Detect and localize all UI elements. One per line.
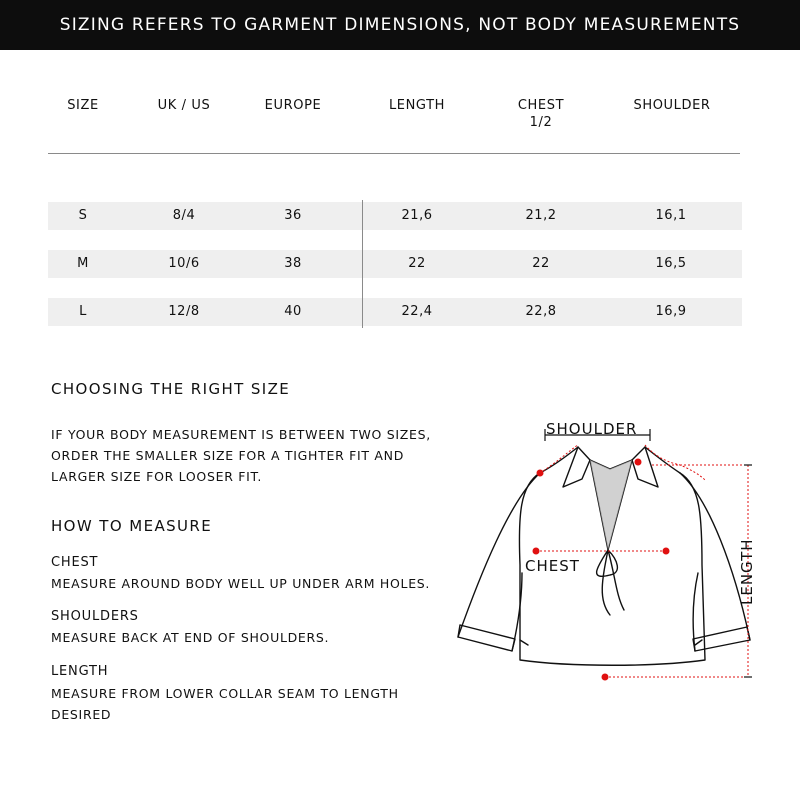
header-europe: EUROPE bbox=[264, 98, 322, 113]
shoulders-text: MEASURE BACK AT END OF SHOULDERS. bbox=[51, 630, 330, 645]
chest-text: MEASURE AROUND BODY WELL UP UNDER ARM HOLES. bbox=[51, 576, 431, 591]
cell-chest: 22,8 bbox=[525, 304, 557, 319]
shoulder-label: SHOULDER bbox=[546, 420, 638, 438]
length-heading: LENGTH bbox=[51, 664, 109, 679]
table-row bbox=[48, 202, 742, 230]
shoulders-heading: SHOULDERS bbox=[51, 609, 139, 624]
choosing-size-text: IF YOUR BODY MEASUREMENT IS BETWEEN TWO SIZES, ORDER THE SMALLER SIZE FOR A TIGHTER FIT AND LARGER SIZE FOR LOOSER FIT. bbox=[51, 427, 431, 484]
cell-length: 22,4 bbox=[401, 304, 433, 319]
cell-size: S bbox=[78, 208, 88, 223]
table-row bbox=[48, 250, 742, 278]
cell-shoulder: 16,5 bbox=[655, 256, 687, 271]
cell-size: L bbox=[79, 304, 87, 319]
chest-heading: CHEST bbox=[51, 555, 99, 570]
cell-length: 21,6 bbox=[401, 208, 433, 223]
cell-chest: 22 bbox=[532, 256, 550, 271]
cell-europe: 38 bbox=[284, 256, 302, 271]
cell-europe: 36 bbox=[284, 208, 302, 223]
header-divider bbox=[48, 153, 740, 154]
banner-text: SIZING REFERS TO GARMENT DIMENSIONS, NOT BODY MEASUREMENTS bbox=[59, 15, 741, 35]
header-chest: CHEST 1/2 bbox=[517, 98, 565, 130]
cell-shoulder: 16,1 bbox=[655, 208, 687, 223]
cell-length: 22 bbox=[408, 256, 426, 271]
cell-uk-us: 10/6 bbox=[168, 256, 200, 271]
header-size: SIZE bbox=[67, 98, 99, 113]
choosing-size-heading: CHOOSING THE RIGHT SIZE bbox=[51, 380, 291, 398]
cell-chest: 21,2 bbox=[525, 208, 557, 223]
cell-size: M bbox=[77, 256, 89, 271]
cell-europe: 40 bbox=[284, 304, 302, 319]
cell-uk-us: 8/4 bbox=[172, 208, 196, 223]
header-length: LENGTH bbox=[388, 98, 446, 113]
header-uk-us: UK / US bbox=[157, 98, 211, 113]
cell-uk-us: 12/8 bbox=[168, 304, 200, 319]
table-column-separator bbox=[362, 200, 363, 328]
cell-shoulder: 16,9 bbox=[655, 304, 687, 319]
garment-diagram bbox=[440, 405, 790, 705]
table-row bbox=[48, 298, 742, 326]
length-label: LENGTH bbox=[738, 538, 756, 605]
length-text: MEASURE FROM LOWER COLLAR SEAM TO LENGTH DESIRED bbox=[51, 686, 399, 722]
sizing-banner bbox=[0, 0, 800, 50]
chest-label: CHEST bbox=[525, 557, 580, 575]
header-shoulder: SHOULDER bbox=[633, 98, 711, 113]
how-to-measure-heading: HOW TO MEASURE bbox=[51, 517, 213, 535]
